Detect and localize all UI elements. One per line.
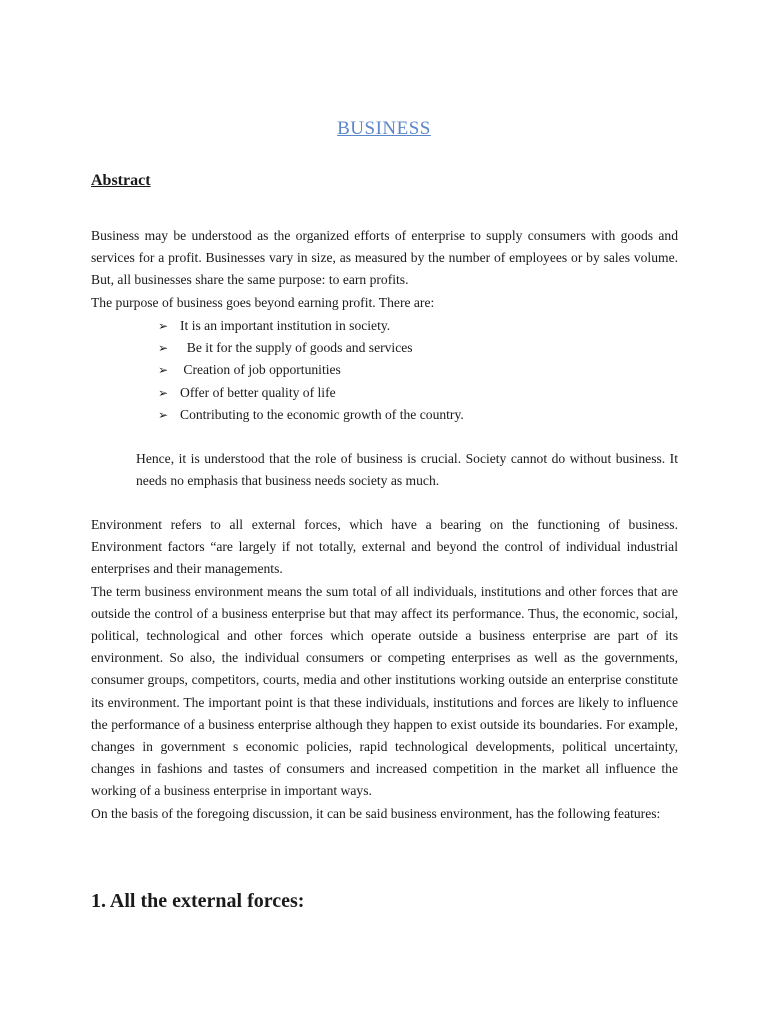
- purpose-line: The purpose of business goes beyond earning profit. There are:: [91, 294, 435, 310]
- purpose-bullet-list: [158, 315, 578, 426]
- arrow-bullet-icon: ➢: [158, 363, 169, 378]
- hence-paragraph: Hence, it is understood that the role of business is crucial. Society cannot do without business. It needs no emphasis that business needs society as much.: [136, 451, 678, 489]
- list-item: [158, 404, 578, 426]
- bullet-text: It is an important institution in society.: [180, 318, 391, 333]
- list-item: [158, 315, 578, 337]
- arrow-bullet-icon: ➢: [158, 341, 169, 356]
- bullet-text: Contributing to the economic growth of the country.: [180, 406, 464, 422]
- bullet-text: Be it for the supply of goods and services: [180, 340, 413, 356]
- list-item: [158, 359, 578, 381]
- bullet-text: Offer of better quality of life: [180, 384, 336, 400]
- intro-paragraph: Business may be understood as the organized efforts of enterprise to supply consumers with goods and services for a profit. Businesses vary in size, as measured by the number of employees or by sales volume. But, all businesses share the same purpose: to earn profits.: [91, 228, 678, 288]
- intro-block: [91, 225, 678, 314]
- list-item: [158, 337, 578, 359]
- arrow-bullet-icon: ➢: [158, 385, 169, 400]
- environment-block: [91, 514, 678, 825]
- term-paragraph: The term business environment means the sum total of all individuals, institutions and other forces that are outside the control of a business enterprise but that may affect its performance. Thus, the economic, social, political, technological and other forces which operate outside a business enterprise are part of its environment. So also, the individual consumers or competing enterprises as well as the governments, consumer groups, competitors, courts, media and other institutions working outside an enterprise constitute its environment. The important point is that these individuals, institutions and forces are likely to influence the performance of a business enterprise although they happen to exist outside its boundaries. For example, changes in government s economic policies, rapid technological developments, political uncertainty, changes in fashions and tastes of consumers and increased competition in the market all influence the working of a business enterprise in important ways.: [91, 583, 678, 799]
- arrow-bullet-icon: ➢: [158, 407, 169, 422]
- list-item: [158, 382, 578, 404]
- bullet-text: Creation of job opportunities: [180, 362, 341, 378]
- basis-paragraph: On the basis of the foregoing discussion, it can be said business environment, has the following features:: [91, 805, 661, 821]
- section-heading: 1. All the external forces:: [91, 890, 305, 912]
- environment-paragraph: Environment refers to all external forces, which have a bearing on the functioning of business. Environment factors “are largely if not totally, external and beyond the control of individual industrial enterprises and their managements.: [91, 517, 678, 577]
- arrow-bullet-icon: ➢: [158, 319, 169, 333]
- document-title: BUSINESS: [337, 118, 431, 139]
- abstract-heading: Abstract: [91, 172, 151, 189]
- hence-block: [136, 448, 678, 492]
